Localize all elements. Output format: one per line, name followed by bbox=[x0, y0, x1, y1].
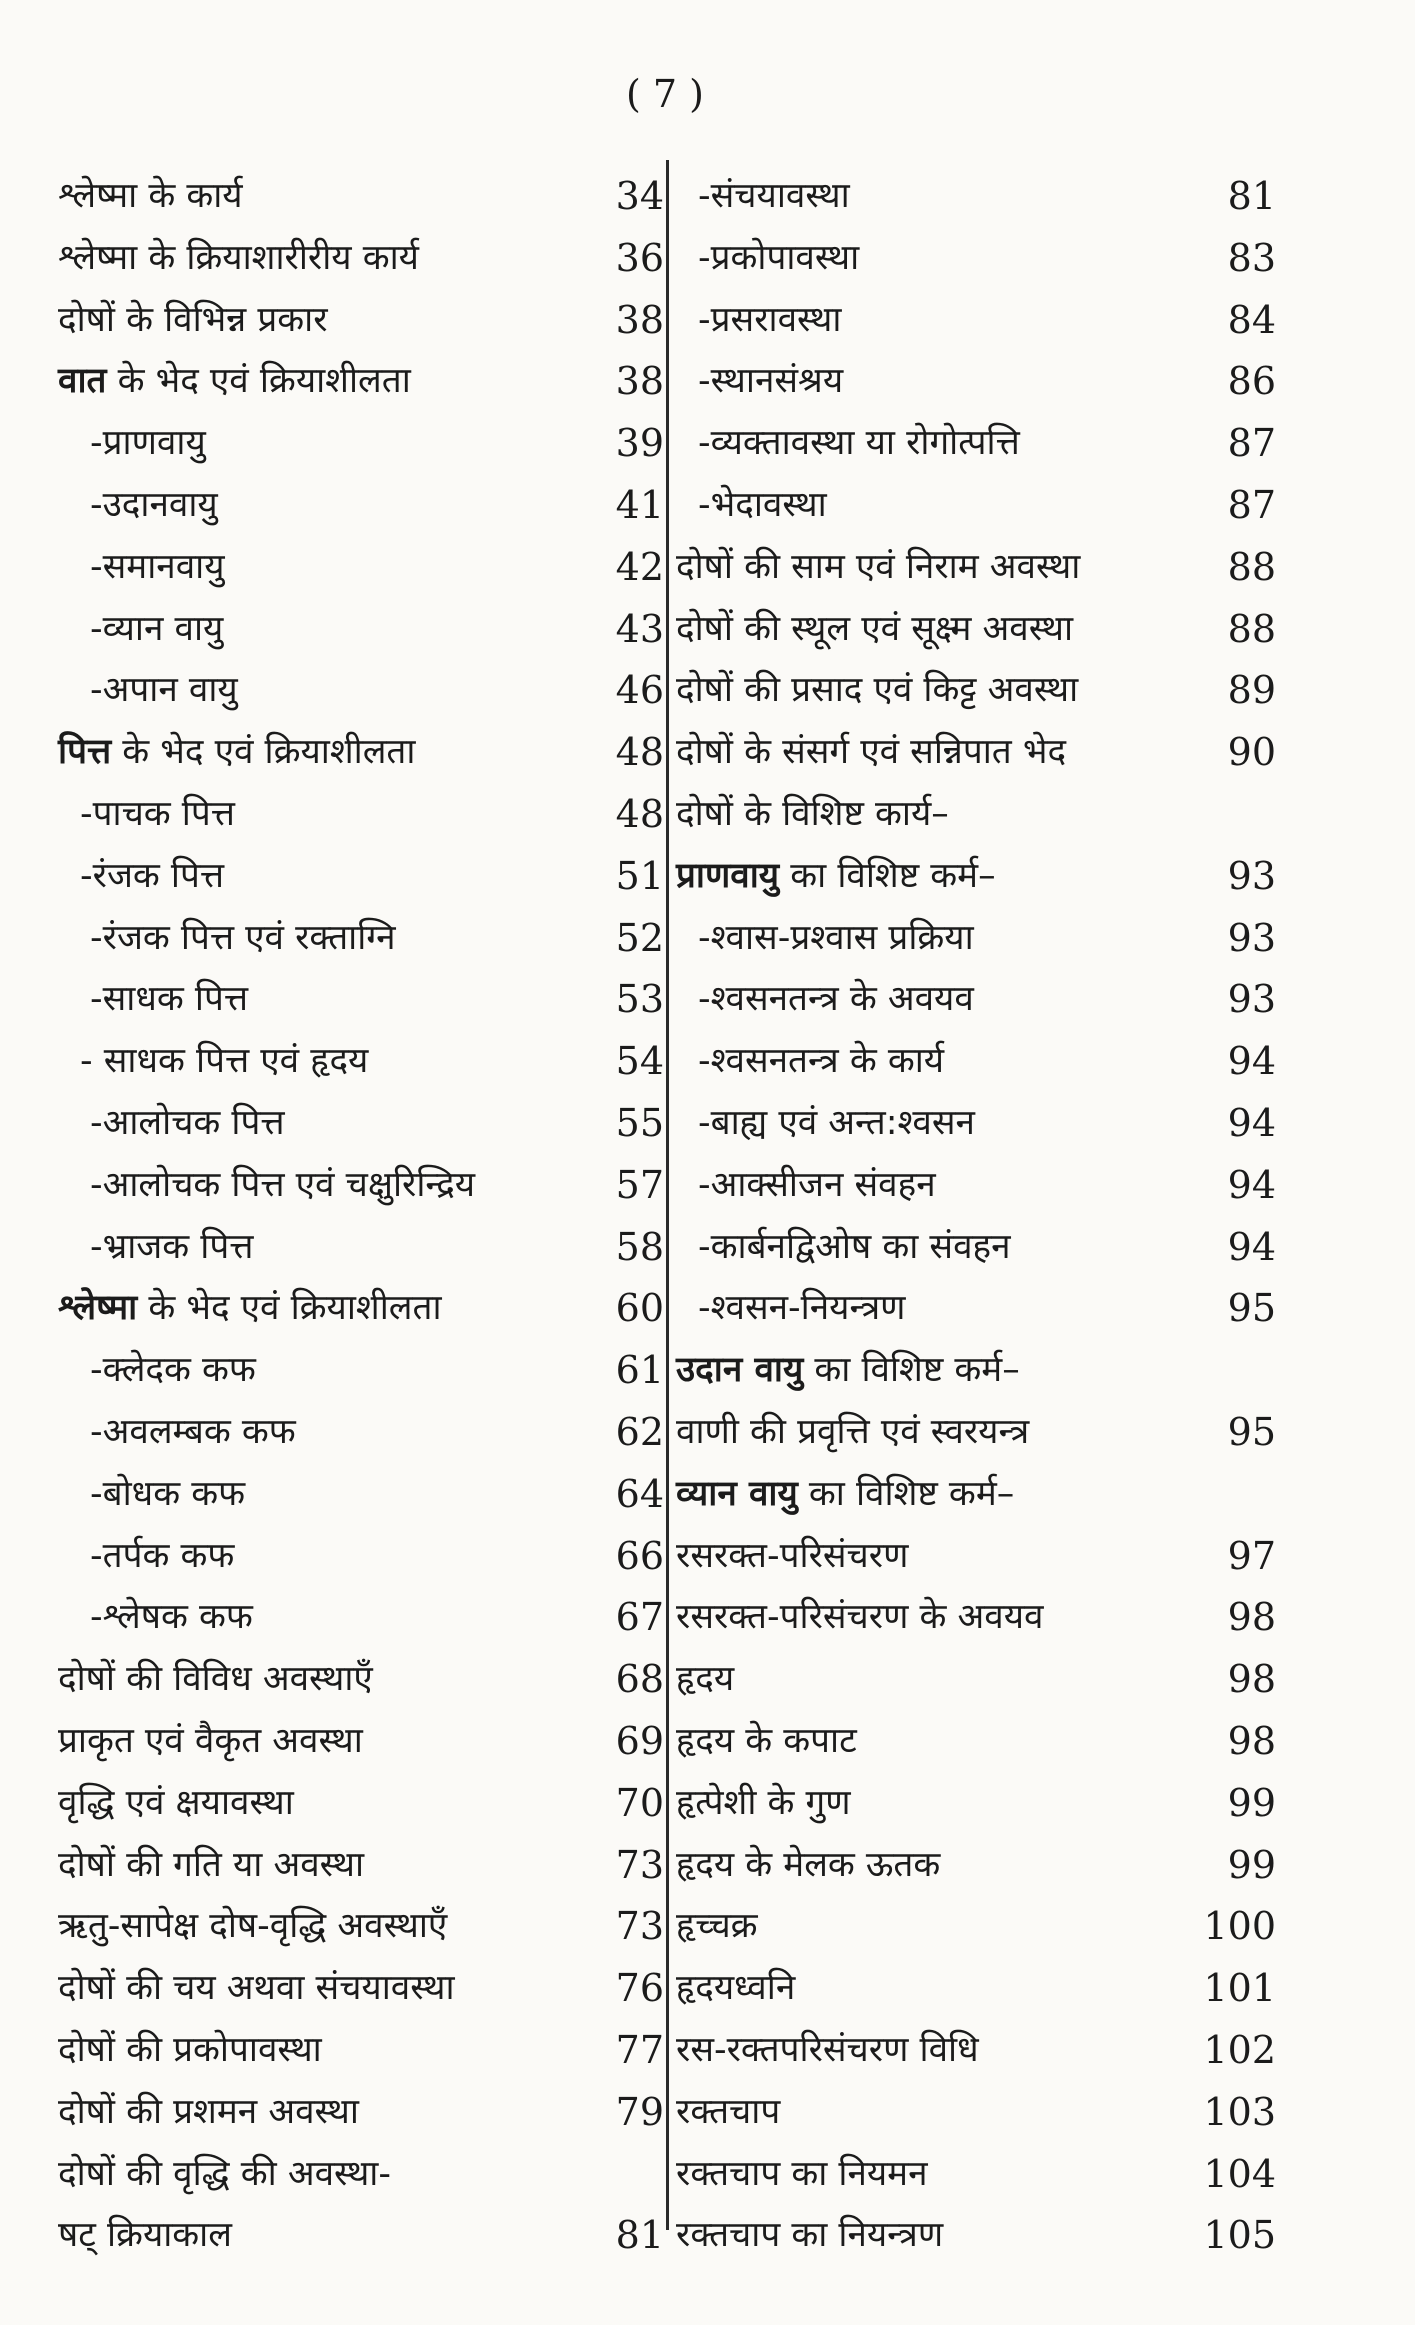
page-number: ( 7 ) bbox=[626, 72, 704, 116]
toc-entry bbox=[58, 1587, 664, 1649]
toc-entry-text: दोषों की चय अथवा संचयावस्था bbox=[58, 1968, 455, 2009]
toc-entry bbox=[676, 2144, 1276, 2206]
toc-entry-text: रसरक्त-परिसंचरण bbox=[676, 1535, 909, 1576]
toc-entry bbox=[58, 1526, 664, 1588]
toc-entry bbox=[676, 290, 1276, 352]
toc-entry-title bbox=[676, 1340, 1020, 1402]
toc-entry-title bbox=[58, 2144, 391, 2206]
toc-entry-page-number: 43 bbox=[615, 606, 664, 651]
toc-entry bbox=[58, 537, 664, 599]
toc-entry-page-number: 86 bbox=[1227, 359, 1276, 404]
toc-entry-page-number: 97 bbox=[1227, 1533, 1276, 1578]
toc-entry-title bbox=[698, 413, 1020, 475]
toc-entry bbox=[676, 1155, 1276, 1217]
toc-right-column bbox=[676, 166, 1276, 2267]
toc-entry-title bbox=[90, 1155, 475, 1217]
toc-entry-text: रक्तचाप का नियमन bbox=[676, 2153, 928, 2194]
toc-entry-text: के भेद एवं क्रियाशीलता bbox=[137, 1288, 442, 1329]
toc-entry-page-number: 98 bbox=[1227, 1718, 1276, 1763]
toc-entry bbox=[676, 413, 1276, 475]
toc-entry bbox=[58, 2020, 664, 2082]
toc-entry-title bbox=[90, 908, 396, 970]
toc-entry-text: का विशिष्ट कर्म– bbox=[779, 855, 996, 896]
toc-entry-text: ऋतु-सापेक्ष दोष-वृद्धि अवस्थाएँ bbox=[58, 1906, 448, 1947]
toc-entry-page-number: 62 bbox=[615, 1409, 664, 1454]
toc-entry-page-number: 52 bbox=[615, 915, 664, 960]
toc-entry bbox=[676, 1773, 1276, 1835]
toc-entry-title bbox=[90, 1526, 234, 1588]
toc-entry-text: -रंजक पित्त एवं रक्ताग्नि bbox=[90, 917, 396, 958]
toc-entry bbox=[58, 1278, 664, 1340]
toc-entry-page-number: 46 bbox=[615, 668, 664, 713]
toc-entry bbox=[58, 1958, 664, 2020]
toc-entry-title bbox=[90, 1587, 253, 1649]
toc-entry-text: -प्राणवायु bbox=[90, 423, 206, 464]
toc-entry-text: -अपान वायु bbox=[90, 670, 238, 711]
toc-entry-title bbox=[90, 969, 248, 1031]
toc-entry bbox=[676, 475, 1276, 537]
toc-entry-page-number: 58 bbox=[615, 1224, 664, 1269]
toc-entry bbox=[676, 1031, 1276, 1093]
toc-entry bbox=[676, 228, 1276, 290]
toc-entry bbox=[58, 1896, 664, 1958]
toc-entry-text: -आक्सीजन संवहन bbox=[698, 1164, 936, 1205]
column-divider bbox=[666, 160, 669, 2230]
toc-entry bbox=[58, 660, 664, 722]
toc-entry-page-number: 36 bbox=[615, 235, 664, 280]
toc-entry-text: -संचयावस्था bbox=[698, 176, 850, 216]
toc-entry bbox=[676, 1649, 1276, 1711]
toc-entry-text: -बाह्य एवं अन्त:श्वसन bbox=[698, 1102, 975, 1143]
toc-entry-title bbox=[698, 166, 850, 228]
toc-entry-title bbox=[676, 537, 1080, 599]
toc-entry bbox=[58, 2205, 664, 2267]
toc-entry-title bbox=[676, 1464, 1014, 1526]
toc-entry bbox=[676, 1587, 1276, 1649]
toc-entry-text: -अवलम्बक कफ bbox=[90, 1411, 296, 1452]
toc-entry-bold-term: प्राणवायु bbox=[676, 855, 780, 896]
toc-entry-title bbox=[676, 1958, 795, 2020]
toc-entry-page-number: 103 bbox=[1203, 2089, 1276, 2134]
toc-entry-text: -कार्बनद्विओष का संवहन bbox=[698, 1226, 1011, 1267]
toc-entry-text: दोषों की विविध अवस्थाएँ bbox=[58, 1659, 373, 1700]
toc-entry-title bbox=[58, 2082, 359, 2144]
toc-entry-title bbox=[58, 228, 419, 290]
toc-entry-text: -प्रकोपावस्था bbox=[698, 237, 860, 278]
toc-entry-text: -पाचक पित्त bbox=[80, 793, 235, 834]
toc-entry-text: वृद्धि एवं क्षयावस्था bbox=[58, 1782, 294, 1823]
toc-entry bbox=[58, 413, 664, 475]
toc-entry bbox=[676, 846, 1276, 908]
toc-entry-page-number: 61 bbox=[615, 1348, 664, 1393]
toc-entry bbox=[676, 1711, 1276, 1773]
toc-entry-page-number: 38 bbox=[615, 359, 664, 404]
toc-entry-page-number: 55 bbox=[615, 1100, 664, 1145]
toc-entry-title bbox=[90, 475, 218, 537]
toc-entry-text: हृत्पेशी के गुण bbox=[676, 1782, 851, 1823]
toc-entry-text: रसरक्त-परिसंचरण के अवयव bbox=[676, 1597, 1044, 1638]
toc-entry-title bbox=[58, 1958, 455, 2020]
toc-entry bbox=[58, 599, 664, 661]
toc-entry-text: -श्वसन-नियन्त्रण bbox=[698, 1288, 906, 1329]
toc-entry-text: -भेदावस्था bbox=[698, 484, 827, 525]
toc-entry-page-number: 93 bbox=[1227, 977, 1276, 1022]
toc-entry-title bbox=[90, 660, 238, 722]
toc-entry-page-number: 102 bbox=[1203, 2027, 1276, 2072]
toc-entry bbox=[58, 228, 664, 290]
toc-entry-page-number: 95 bbox=[1227, 1286, 1276, 1331]
toc-entry-page-number: 69 bbox=[615, 1718, 664, 1763]
toc-entry bbox=[58, 1649, 664, 1711]
toc-entry-bold-term: उदान वायु bbox=[676, 1350, 804, 1391]
toc-entry-page-number: 51 bbox=[615, 853, 664, 898]
toc-entry-page-number: 100 bbox=[1203, 1904, 1276, 1949]
toc-entry bbox=[676, 1340, 1276, 1402]
toc-entry-page-number: 83 bbox=[1227, 235, 1276, 280]
toc-entry-text: दोषों की वृद्धि की अवस्था- bbox=[58, 2153, 392, 2194]
toc-entry bbox=[58, 290, 664, 352]
toc-entry-title bbox=[90, 1402, 296, 1464]
toc-entry-title bbox=[58, 2205, 232, 2267]
toc-entry-text: -आलोचक पित्त bbox=[90, 1102, 285, 1143]
toc-entry-title bbox=[90, 599, 223, 661]
toc-entry-text: दोषों की गति या अवस्था bbox=[58, 1844, 365, 1885]
toc-entry-title bbox=[676, 2205, 943, 2267]
toc-entry-text: - साधक पित्त एवं हृदय bbox=[80, 1041, 369, 1082]
toc-entry-text: रक्तचाप का नियन्त्रण bbox=[676, 2215, 944, 2256]
toc-entry bbox=[676, 660, 1276, 722]
toc-entry bbox=[58, 475, 664, 537]
toc-entry bbox=[676, 908, 1276, 970]
toc-entry-page-number: 89 bbox=[1227, 668, 1276, 713]
toc-entry-page-number: 84 bbox=[1227, 297, 1276, 342]
toc-entry-text: दोषों की साम एवं निराम अवस्था bbox=[676, 546, 1081, 587]
toc-entry-title bbox=[698, 908, 974, 970]
toc-entry bbox=[58, 722, 664, 784]
toc-entry-title bbox=[698, 1155, 936, 1217]
toc-entry-title bbox=[676, 722, 1066, 784]
toc-entry bbox=[58, 908, 664, 970]
toc-entry-text: दोषों की प्रकोपावस्था bbox=[58, 2029, 322, 2070]
toc-entry-text: का विशिष्ट कर्म– bbox=[803, 1350, 1020, 1391]
toc-entry bbox=[58, 969, 664, 1031]
toc-entry bbox=[676, 351, 1276, 413]
toc-entry bbox=[676, 599, 1276, 661]
toc-entry-text: हृदय के मेलक ऊतक bbox=[676, 1844, 941, 1885]
toc-entry-page-number: 98 bbox=[1227, 1595, 1276, 1640]
toc-entry bbox=[58, 1464, 664, 1526]
toc-entry-title bbox=[80, 846, 224, 908]
toc-entry-title bbox=[698, 969, 974, 1031]
toc-entry-title bbox=[676, 1649, 734, 1711]
toc-entry bbox=[676, 2020, 1276, 2082]
toc-entry-text: के भेद एवं क्रियाशीलता bbox=[106, 361, 411, 402]
toc-entry-text: हृच्चक्र bbox=[676, 1906, 758, 1947]
toc-entry-title bbox=[676, 1711, 857, 1773]
toc-entry-title bbox=[676, 1835, 940, 1897]
toc-entry-title bbox=[58, 1649, 373, 1711]
toc-entry-title bbox=[676, 1773, 851, 1835]
toc-entry-text: -समानवायु bbox=[90, 546, 225, 587]
toc-entry-text: के भेद एवं क्रियाशीलता bbox=[111, 732, 416, 773]
toc-entry-page-number: 88 bbox=[1227, 606, 1276, 651]
toc-entry-text: का विशिष्ट कर्म– bbox=[797, 1473, 1015, 1514]
toc-entry-page-number: 94 bbox=[1227, 1162, 1276, 1207]
toc-entry bbox=[58, 1402, 664, 1464]
toc-entry-text: -श्वसनतन्त्र के कार्य bbox=[698, 1041, 945, 1082]
toc-entry-page-number: 94 bbox=[1227, 1224, 1276, 1269]
toc-entry-title bbox=[698, 351, 843, 413]
toc-entry-page-number: 34 bbox=[615, 174, 664, 218]
toc-entry-page-number: 93 bbox=[1227, 853, 1276, 898]
toc-entry-text: हृदयध्वनि bbox=[676, 1968, 796, 2009]
toc-entry bbox=[676, 784, 1276, 846]
toc-entry-title bbox=[676, 2144, 928, 2206]
toc-entry-page-number: 93 bbox=[1227, 915, 1276, 960]
toc-entry-title bbox=[676, 784, 949, 846]
toc-entry-bold-term: पित्त bbox=[58, 732, 112, 773]
toc-entry-title bbox=[698, 475, 827, 537]
toc-entry bbox=[676, 1896, 1276, 1958]
toc-entry-page-number: 101 bbox=[1203, 1966, 1276, 2011]
toc-entry-title bbox=[698, 1217, 1011, 1279]
toc-entry-text: दोषों की स्थूल एवं सूक्ष्म अवस्था bbox=[676, 608, 1074, 649]
toc-entry bbox=[58, 2144, 658, 2206]
toc-entry bbox=[676, 969, 1276, 1031]
toc-entry-bold-term: वात bbox=[58, 361, 107, 402]
toc-entry-page-number: 79 bbox=[615, 2089, 664, 2134]
toc-left-column bbox=[58, 166, 664, 2267]
toc-entry bbox=[676, 722, 1276, 784]
toc-entry bbox=[58, 1217, 664, 1279]
toc-entry-text: दोषों की प्रसाद एवं किट्ट अवस्था bbox=[676, 670, 1079, 711]
toc-entry-text: वाणी की प्रवृत्ति एवं स्वरयन्त्र bbox=[676, 1411, 1030, 1452]
toc-entry-page-number: 88 bbox=[1227, 544, 1276, 589]
toc-entry-text: -स्थानसंश्रय bbox=[698, 361, 844, 402]
toc-entry-text: -उदानवायु bbox=[90, 484, 218, 525]
toc-entry-page-number: 94 bbox=[1227, 1100, 1276, 1145]
toc-entry-page-number: 48 bbox=[615, 730, 664, 775]
toc-entry-page-number: 99 bbox=[1227, 1780, 1276, 1825]
toc-entry-page-number: 39 bbox=[615, 421, 664, 466]
toc-entry-text: -व्यक्तावस्था या रोगोत्पत्ति bbox=[698, 423, 1020, 464]
toc-entry bbox=[58, 1773, 664, 1835]
toc-entry bbox=[58, 784, 664, 846]
toc-entry-title bbox=[90, 1340, 256, 1402]
toc-entry-page-number: 73 bbox=[615, 1904, 664, 1949]
toc-entry-title bbox=[90, 1217, 253, 1279]
toc-entry-page-number: 73 bbox=[615, 1842, 664, 1887]
toc-entry-page-number: 94 bbox=[1227, 1039, 1276, 1084]
toc-entry-title bbox=[676, 1896, 758, 1958]
toc-entry-title bbox=[90, 1093, 285, 1155]
toc-entry-title bbox=[58, 1278, 442, 1340]
toc-entry-page-number: 68 bbox=[615, 1657, 664, 1702]
toc-entry-title bbox=[58, 290, 328, 352]
toc-entry bbox=[58, 1835, 664, 1897]
toc-entry-text: श्लेष्मा के क्रियाशारीरीय कार्य bbox=[58, 237, 419, 278]
toc-entry bbox=[58, 2082, 664, 2144]
toc-entry-title bbox=[58, 1711, 363, 1773]
toc-entry-page-number: 76 bbox=[615, 1966, 664, 2011]
toc-entry bbox=[676, 537, 1276, 599]
toc-entry bbox=[676, 2082, 1276, 2144]
toc-entry-text: श्लेष्मा के कार्य bbox=[58, 176, 243, 216]
toc-entry bbox=[58, 846, 664, 908]
toc-entry-page-number: 99 bbox=[1227, 1842, 1276, 1887]
toc-entry-title bbox=[80, 1031, 368, 1093]
toc-entry-title bbox=[676, 1587, 1044, 1649]
toc-entry-page-number: 87 bbox=[1227, 421, 1276, 466]
toc-entry-page-number: 64 bbox=[615, 1471, 664, 1516]
toc-entry-text: हृदय bbox=[676, 1659, 735, 1700]
toc-entry bbox=[676, 1526, 1276, 1588]
toc-entry-title bbox=[90, 413, 206, 475]
toc-entry-text: हृदय के कपाट bbox=[676, 1720, 857, 1761]
toc-entry-text: प्राकृत एवं वैकृत अवस्था bbox=[58, 1720, 363, 1761]
toc-entry-page-number: 81 bbox=[615, 2213, 664, 2258]
toc-entry-page-number: 54 bbox=[615, 1039, 664, 1084]
toc-entry-title bbox=[698, 1093, 975, 1155]
toc-entry-title bbox=[58, 1773, 294, 1835]
toc-entry-title bbox=[698, 1031, 944, 1093]
toc-entry-title bbox=[58, 1896, 447, 1958]
toc-entry-title bbox=[698, 290, 841, 352]
toc-entry-bold-term: व्यान वायु bbox=[676, 1473, 798, 1514]
toc-entry-title bbox=[80, 784, 235, 846]
toc-entry-title bbox=[698, 1278, 905, 1340]
toc-entry bbox=[58, 1031, 664, 1093]
toc-entry-text: -श्लेषक कफ bbox=[90, 1597, 253, 1638]
toc-entry-title bbox=[676, 1526, 908, 1588]
toc-entry-text: -साधक पित्त bbox=[90, 979, 249, 1020]
toc-entry-page-number: 104 bbox=[1203, 2151, 1276, 2196]
toc-entry-page-number: 105 bbox=[1203, 2213, 1276, 2258]
toc-entry bbox=[676, 166, 1276, 228]
toc-entry-title bbox=[676, 2020, 979, 2082]
toc-entry-title bbox=[58, 166, 243, 228]
toc-entry-page-number: 90 bbox=[1227, 730, 1276, 775]
toc-entry bbox=[676, 1093, 1276, 1155]
toc-entry-text: दोषों की प्रशमन अवस्था bbox=[58, 2091, 359, 2132]
toc-entry-title bbox=[58, 351, 411, 413]
toc-entry-title bbox=[90, 537, 225, 599]
toc-entry-page-number: 67 bbox=[615, 1595, 664, 1640]
toc-entry-page-number: 53 bbox=[615, 977, 664, 1022]
toc-entry-text: -तर्पक कफ bbox=[90, 1535, 235, 1576]
toc-entry bbox=[676, 1402, 1276, 1464]
toc-entry bbox=[676, 1464, 1276, 1526]
toc-entry-text: षट् क्रियाकाल bbox=[58, 2215, 232, 2256]
toc-entry-text: -आलोचक पित्त एवं चक्षुरिन्द्रिय bbox=[90, 1164, 476, 1205]
toc-entry bbox=[676, 1958, 1276, 2020]
toc-entry bbox=[676, 2205, 1276, 2267]
toc-entry-title bbox=[58, 2020, 322, 2082]
toc-entry-page-number: 42 bbox=[615, 544, 664, 589]
toc-entry-page-number: 98 bbox=[1227, 1657, 1276, 1702]
toc-entry bbox=[58, 166, 664, 228]
toc-entry-title bbox=[676, 1402, 1029, 1464]
toc-entry-page-number: 60 bbox=[615, 1286, 664, 1331]
toc-entry-text: दोषों के विशिष्ट कार्य– bbox=[676, 793, 949, 834]
toc-entry bbox=[676, 1217, 1276, 1279]
toc-entry-text: -व्यान वायु bbox=[90, 608, 224, 649]
toc-entry-text: -बोधक कफ bbox=[90, 1473, 246, 1514]
toc-entry bbox=[58, 1093, 664, 1155]
toc-entry-text: -भ्राजक पित्त bbox=[90, 1226, 254, 1267]
toc-entry-title bbox=[676, 2082, 780, 2144]
toc-entry-text: दोषों के विभिन्न प्रकार bbox=[58, 299, 328, 340]
toc-entry-title bbox=[698, 228, 859, 290]
toc-entry bbox=[58, 1340, 664, 1402]
toc-entry bbox=[58, 1155, 664, 1217]
toc-entry-page-number: 48 bbox=[615, 791, 664, 836]
toc-entry-title bbox=[90, 1464, 245, 1526]
toc-entry-page-number: 81 bbox=[1227, 174, 1276, 218]
toc-entry-title bbox=[676, 846, 996, 908]
toc-entry-page-number: 57 bbox=[615, 1162, 664, 1207]
toc-entry-title bbox=[58, 722, 415, 784]
toc-entry-title bbox=[58, 1835, 364, 1897]
toc-entry-page-number: 87 bbox=[1227, 482, 1276, 527]
toc-entry-text: -रंजक पित्त bbox=[80, 855, 225, 896]
toc-entry-text: -क्लेदक कफ bbox=[90, 1350, 256, 1391]
toc-entry-text: -श्वास-प्रश्वास प्रक्रिया bbox=[698, 917, 974, 958]
toc-entry bbox=[58, 351, 664, 413]
toc-entry bbox=[58, 1711, 664, 1773]
toc-entry-page-number: 95 bbox=[1227, 1409, 1276, 1454]
toc-entry-page-number: 66 bbox=[615, 1533, 664, 1578]
toc-entry-text: -प्रसरावस्था bbox=[698, 299, 842, 340]
toc-entry-page-number: 38 bbox=[615, 297, 664, 342]
toc-entry-title bbox=[676, 660, 1078, 722]
toc-entry-text: रक्तचाप bbox=[676, 2091, 781, 2132]
toc-entry bbox=[676, 1835, 1276, 1897]
toc-entry-text: -श्वसनतन्त्र के अवयव bbox=[698, 979, 974, 1020]
toc-entry-title bbox=[676, 599, 1073, 661]
toc-entry-page-number: 70 bbox=[615, 1780, 664, 1825]
toc-entry bbox=[676, 1278, 1276, 1340]
toc-entry-text: रस-रक्तपरिसंचरण विधि bbox=[676, 2029, 979, 2070]
toc-entry-page-number: 77 bbox=[615, 2027, 664, 2072]
toc-entry-bold-term: श्लेष्मा bbox=[58, 1288, 138, 1329]
toc-entry-text: दोषों के संसर्ग एवं सन्निपात भेद bbox=[676, 732, 1067, 773]
toc-entry-page-number: 41 bbox=[615, 482, 664, 527]
